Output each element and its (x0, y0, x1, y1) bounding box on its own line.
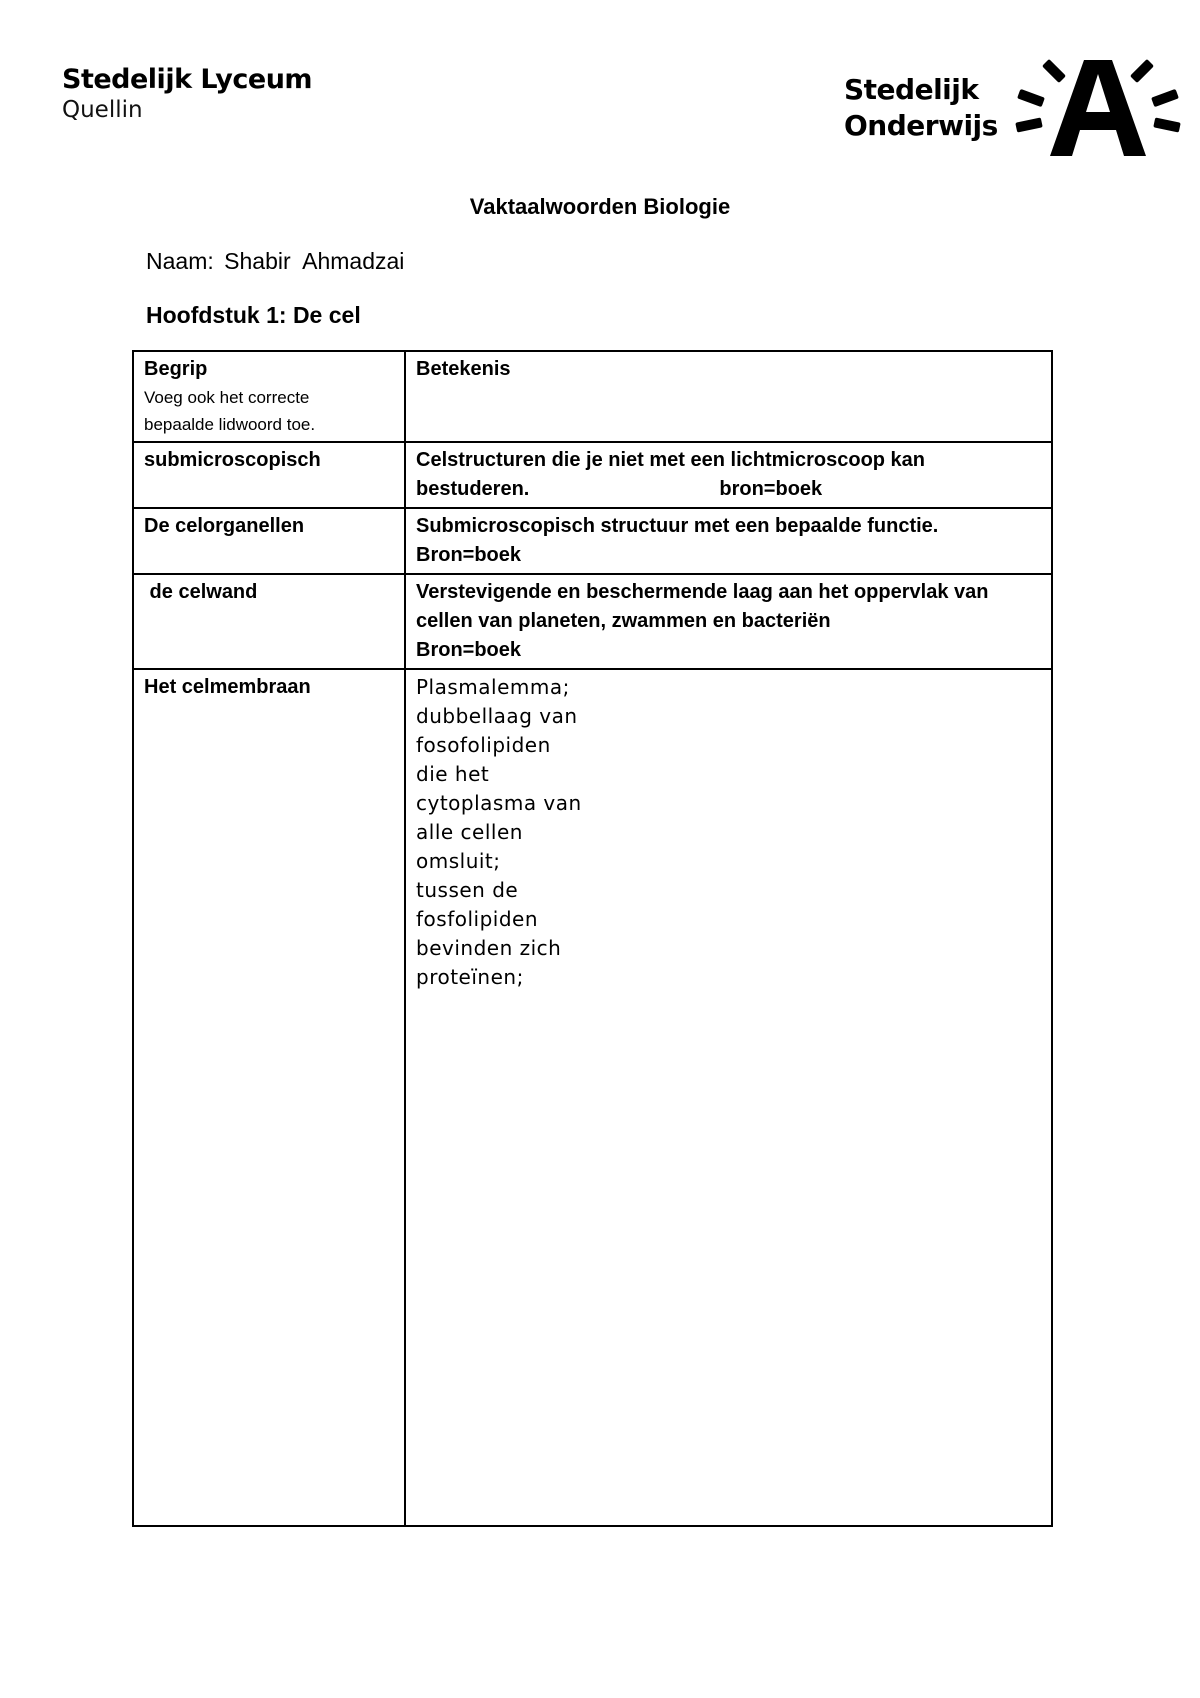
meaning-line: fosfolipiden (416, 907, 539, 931)
chapter-heading: Hoofdstuk 1: De cel (146, 302, 361, 328)
student-name-line (146, 248, 408, 275)
term-cell: submicroscopisch (133, 442, 405, 508)
source-label: Bron=boek (416, 639, 522, 661)
table-row (133, 574, 1052, 669)
term-header-hint-2: bepaalde lidwoord toe. (144, 415, 316, 434)
org-logo-text (844, 72, 998, 144)
meaning-cell (405, 508, 1052, 574)
meaning-line: die het (416, 762, 490, 786)
meaning-line: proteïnen; (416, 965, 524, 989)
logo-ray-4 (1130, 59, 1154, 83)
logo-ray-5 (1151, 89, 1179, 107)
meaning-line-with-source (416, 475, 1041, 504)
logo-ray-2 (1015, 117, 1043, 132)
meaning-line: tussen de (416, 878, 519, 902)
meaning-line: fosofolipiden (416, 733, 551, 757)
logo-letter: A (1097, 159, 1099, 161)
term-cell: de celwand (133, 574, 405, 669)
org-line-2: Onderwijs (844, 109, 998, 142)
table-row (133, 442, 1052, 508)
term-cell: Het celmembraan (133, 669, 405, 1526)
term-header-label: Begrip (144, 358, 208, 380)
document-title: Vaktaalwoorden Biologie (469, 194, 731, 219)
name-label: Naam: (146, 248, 214, 274)
meaning-line: Submicroscopisch structuur met een bepaalde functie. (416, 515, 939, 537)
vocabulary-table (132, 350, 1053, 1527)
meaning-header-label: Betekenis (416, 358, 511, 380)
column-header-meaning (405, 351, 1052, 442)
meaning-cell (405, 574, 1052, 669)
term-cell: De celorganellen (133, 508, 405, 574)
meaning-line: Verstevigende en beschermende laag aan het oppervlak van (416, 581, 989, 603)
table-row (133, 508, 1052, 574)
logo-ray-6 (1153, 117, 1181, 132)
meaning-line: Celstructuren die je niet met een lichtmicroscoop kan (416, 449, 926, 471)
antwerp-a-logo-icon (1012, 56, 1182, 162)
meaning-cell (405, 442, 1052, 508)
name-value: Shabir Ahmadzai (224, 248, 405, 274)
table-header-row (133, 351, 1052, 442)
meaning-cell-large (405, 669, 1052, 1526)
column-header-term (133, 351, 405, 442)
term-header-hint-1: Voeg ook het correcte (144, 388, 310, 407)
meaning-line: Plasmalemma; (416, 675, 570, 699)
school-logo (62, 64, 312, 124)
meaning-line: bestuderen. (416, 478, 530, 500)
meaning-line: omsluit; (416, 849, 501, 873)
source-label: bron=boek (719, 478, 823, 500)
logo-ray-1 (1017, 89, 1045, 107)
logo-ray-3 (1042, 59, 1066, 83)
meaning-line: cellen van planeten, zwammen en bacteriën (416, 610, 831, 632)
table-row (133, 669, 1052, 1526)
source-label: Bron=boek (416, 544, 522, 566)
org-line-1: Stedelijk (844, 73, 979, 106)
school-campus: Quellin (62, 97, 143, 123)
meaning-line: bevinden zich (416, 936, 562, 960)
meaning-line: dubbellaag van (416, 704, 578, 728)
meaning-line: cytoplasma van (416, 791, 582, 815)
meaning-line: alle cellen (416, 820, 523, 844)
school-name: Stedelijk Lyceum (62, 64, 313, 95)
